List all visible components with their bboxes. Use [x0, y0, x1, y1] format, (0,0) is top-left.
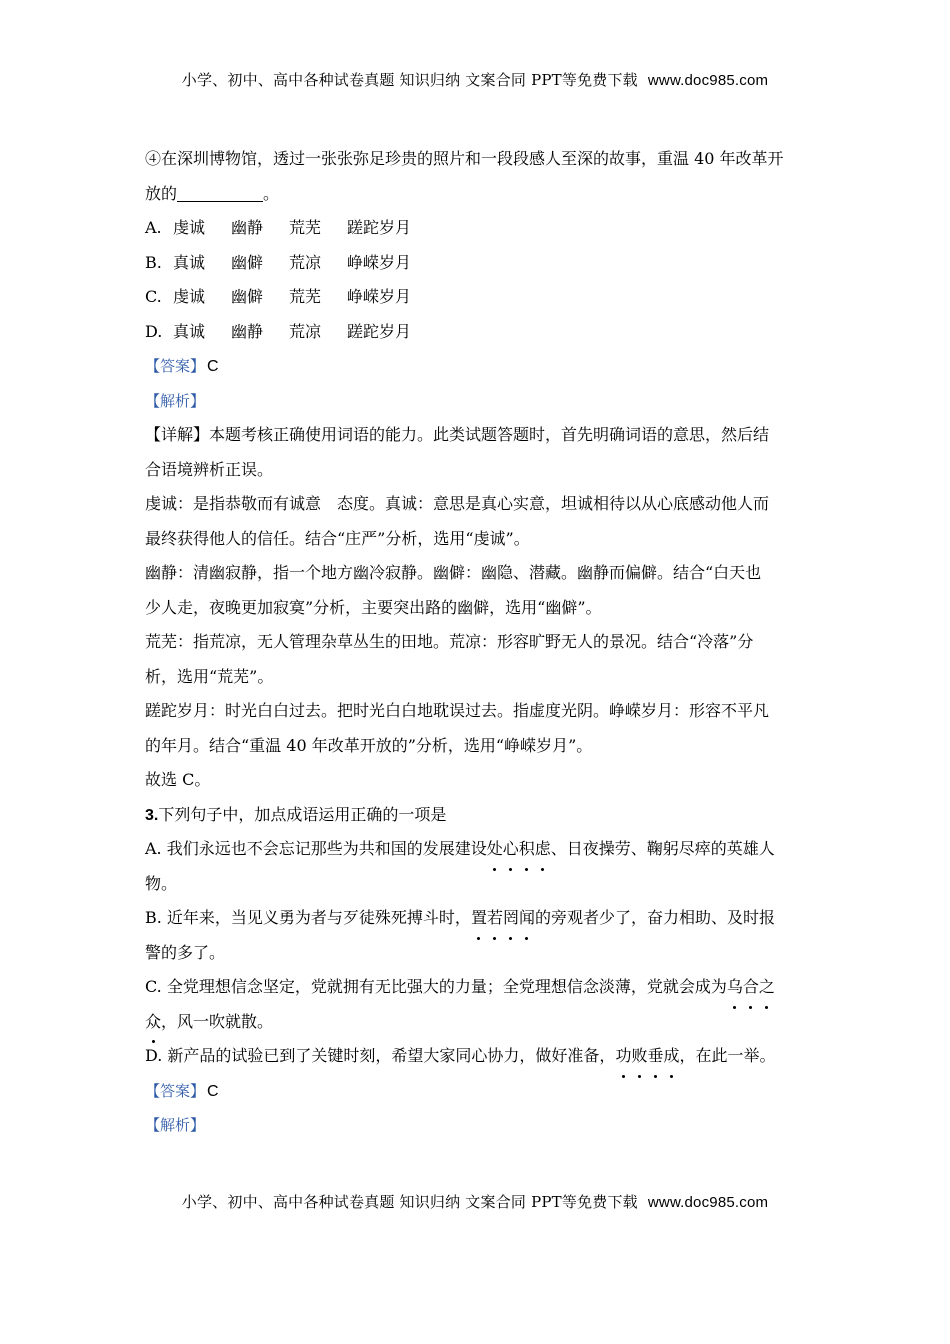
footer-url[interactable]: www.doc985.com [647, 1194, 769, 1211]
sentence-text: ，风一吹就散。 [161, 1011, 274, 1031]
q3-option-a-line1 [145, 832, 810, 867]
detail-line: 蹉跎岁月：时光白白过去。把时光白白地耽误过去。指虚度光阴。峥嵘岁月：形容不平凡 [145, 701, 770, 720]
emphasis-dot-char: 罔 [503, 901, 519, 936]
header-text: 小学、初中、高中各种试卷真题 知识归纳 文案合同 PPT等免费下载 [181, 71, 638, 89]
dotted-idiom [727, 977, 775, 996]
option-word: 蹉跎岁月 [347, 321, 412, 341]
q3-option-b-line1 [145, 901, 810, 936]
sentence-text: 、日夜操劳、鞠躬尽瘁的英雄人 [550, 839, 775, 858]
emphasis-dot-char: 置 [471, 901, 487, 936]
emphasis-dot-char: 众 [145, 1005, 161, 1040]
option-word: 峥嵘岁月 [347, 287, 412, 306]
option-word: 幽僻 [231, 252, 264, 272]
sentence-text: 的旁观者少了，奋力相助、及时报 [535, 908, 776, 927]
emphasis-dot-char: 若 [487, 901, 503, 936]
document-body [145, 142, 810, 1143]
sentence-text: B. 近年来，当见义勇为者与歹徒殊死搏斗时， [145, 908, 471, 927]
sentence-text: A. 我们永远也不会忘记那些为共和国的发展建设 [145, 839, 487, 858]
answer-value: C [207, 1082, 219, 1100]
option-word: 真诚 [173, 252, 206, 272]
q2-stem-line1: ④在深圳博物馆，透过一张张弥足珍贵的照片和一段段感人至深的故事，重温 40 年改革开 [145, 149, 784, 168]
emphasis-dot-char: 处 [487, 832, 503, 867]
option-word: 荒凉 [289, 252, 322, 272]
detail-line: 少人走，夜晚更加寂寞”分析，主要突出路的幽僻，选用“幽僻”。 [145, 597, 602, 617]
analysis-tag: 【解析】 [145, 391, 206, 410]
option-a [145, 211, 810, 246]
emphasis-dot-char: 积 [519, 832, 535, 867]
option-word: 峥嵘岁月 [347, 252, 412, 272]
emphasis-dot-char: 之 [759, 970, 775, 1005]
sentence-text: C. 全党理想信念坚定，党就拥有无比强大的力量；全党理想信念淡薄，党就会成为 [145, 977, 727, 996]
emphasis-dot-char: 败 [631, 1039, 647, 1074]
option-label: D. [145, 321, 163, 341]
emphasis-dot-char: 垂 [647, 1039, 663, 1074]
q2-stem-suffix: 。 [263, 183, 280, 203]
option-label: B. [145, 252, 162, 272]
q3-answer [145, 1074, 810, 1109]
q3-stem [145, 798, 810, 833]
detail-line: 故选 C。 [145, 770, 211, 789]
option-word: 幽静 [231, 218, 264, 237]
dotted-idiom [471, 908, 535, 927]
q2-stem-prefix: 放的 [145, 183, 178, 203]
emphasis-dot-char: 功 [615, 1039, 631, 1074]
option-word: 幽僻 [231, 287, 264, 306]
q2-analysis-heading [145, 384, 810, 419]
detail-line: 最终获得他人的信任。结合“庄严”分析，选用“虔诚”。 [145, 528, 530, 548]
page-footer [0, 1191, 950, 1212]
dotted-idiom [615, 1046, 679, 1065]
detail-line: 合语境辨析正误。 [145, 459, 274, 479]
detail-line: 荒芜：指荒凉，无人管理杂草丛生的田地。荒凉：形容旷野无人的景况。结合“冷落”分 [145, 632, 754, 651]
option-word: 荒芜 [289, 218, 322, 237]
footer-text: 小学、初中、高中各种试卷真题 知识归纳 文案合同 PPT等免费下载 [181, 1193, 638, 1211]
q2-stem-line2 [145, 177, 810, 212]
q3-option-c-line2 [145, 1005, 810, 1040]
dotted-idiom [487, 839, 551, 858]
analysis-tag: 【解析】 [145, 1116, 206, 1134]
emphasis-dot-char: 乌 [727, 970, 743, 1005]
option-word: 蹉跎岁月 [347, 218, 412, 237]
option-word: 幽静 [231, 321, 264, 341]
option-word: 荒芜 [289, 287, 322, 306]
option-word: 虔诚 [173, 287, 206, 306]
detail-line: 析，选用“荒芜”。 [145, 666, 274, 686]
detail-line: 【详解】本题考核正确使用词语的能力。此类试题答题时，首先明确词语的意思，然后结 [145, 425, 770, 444]
q3-option-c-line1 [145, 970, 810, 1005]
option-word: 真诚 [173, 321, 206, 341]
q3-option-b-line2: 警的多了。 [145, 942, 226, 962]
option-label: A. [145, 218, 162, 237]
emphasis-dot-char: 心 [503, 832, 519, 867]
q3-analysis-heading [145, 1108, 810, 1143]
option-c [145, 280, 810, 315]
option-word: 荒凉 [289, 321, 322, 341]
detail-line: 的年月。结合“重温 40 年改革开放的”分析，选用“峥嵘岁月”。 [145, 735, 593, 755]
option-d [145, 315, 810, 350]
option-label: C. [145, 287, 162, 306]
emphasis-dot-char: 虑 [535, 832, 551, 867]
option-word: 虔诚 [173, 218, 206, 237]
detail-line: 幽静：清幽寂静，指一个地方幽冷寂静。幽僻：幽隐、潜藏。幽静而偏僻。结合“白天也 [145, 563, 762, 582]
page-header [0, 69, 950, 90]
sentence-text: ，在此一举。 [679, 1046, 776, 1065]
question-number: 3. [145, 806, 159, 824]
emphasis-dot-char: 成 [663, 1039, 679, 1074]
sentence-text: D. 新产品的试验已到了关键时刻，希望大家同心协力，做好准备， [145, 1046, 616, 1065]
fill-blank [177, 185, 263, 202]
emphasis-dot-char: 闻 [519, 901, 535, 936]
answer-value: C [207, 358, 219, 375]
answer-tag: 【答案】 [145, 1081, 206, 1100]
q3-option-a-line2: 物。 [145, 873, 178, 893]
emphasis-dot-char: 合 [743, 970, 759, 1005]
q2-answer [145, 349, 810, 384]
q3-option-d-line1 [145, 1039, 810, 1074]
question-text: 下列句子中，加点成语运用正确的一项是 [158, 804, 447, 824]
dotted-idiom [145, 1012, 161, 1031]
option-b [145, 246, 810, 281]
detail-line: 虔诚：是指恭敬而有诚意 态度。真诚：意思是真心实意，坦诚相待以从心底感动他人而 [145, 494, 770, 513]
answer-tag: 【答案】 [145, 357, 206, 375]
header-url[interactable]: www.doc985.com [647, 72, 769, 89]
